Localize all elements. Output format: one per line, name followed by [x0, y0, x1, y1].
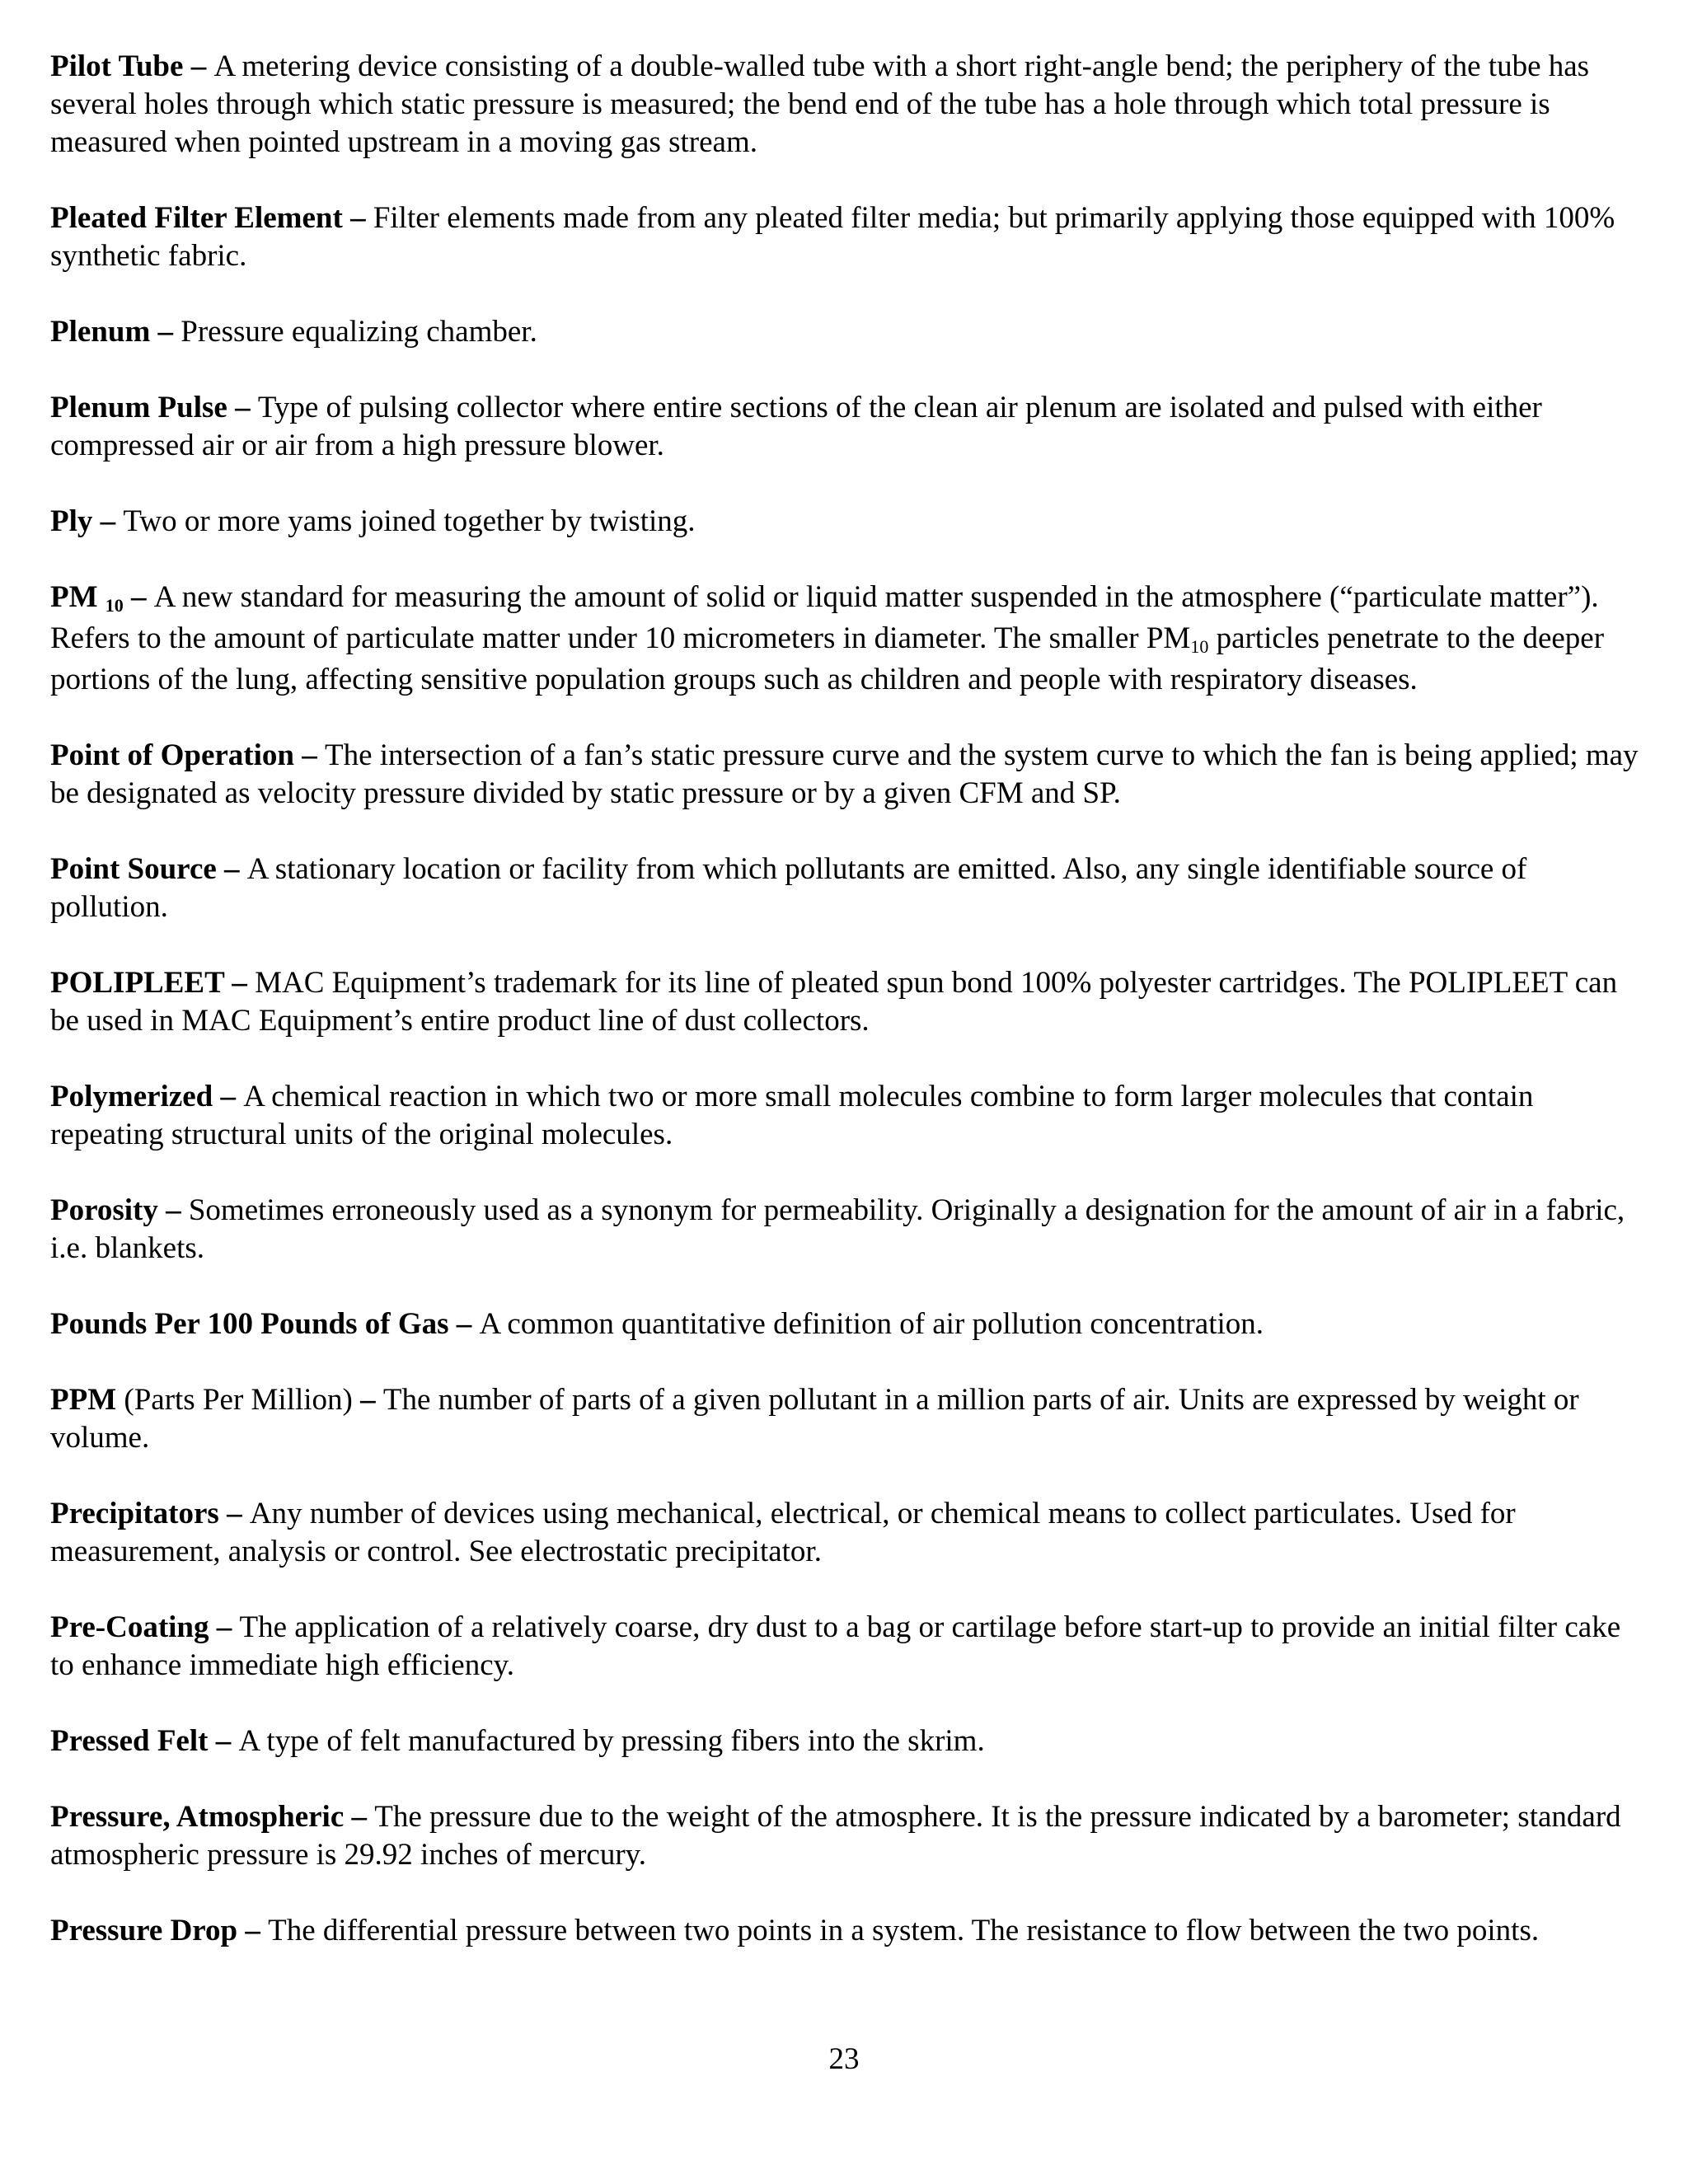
glossary-entry-precipitators: [50, 1495, 1649, 1571]
glossary-term: Pressed Felt –: [50, 1724, 239, 1758]
term-subscript: 10: [105, 595, 124, 616]
glossary-term: Polymerized –: [50, 1080, 244, 1113]
glossary-entry-polymerized: [50, 1078, 1649, 1154]
glossary-term: Pre-Coating –: [50, 1610, 240, 1644]
glossary-term: Precipitators –: [50, 1497, 250, 1530]
glossary-definition: A chemical reaction in which two or more small molecules combine to form larger molecules that contain repeating structural units of the original molecules.: [50, 1080, 1534, 1151]
glossary-term: Point of Operation –: [50, 738, 325, 772]
glossary-definition: Sometimes erroneously used as a synonym for permeability. Originally a designation for the amount of air in a fabric, i.e. blankets.: [50, 1193, 1625, 1265]
glossary-entry-plenum: [50, 313, 1649, 351]
glossary-entry-point-source: [50, 851, 1649, 926]
glossary-definition: A metering device consisting of a double-walled tube with a short right-angle bend; the periphery of the tube has several holes through which static pressure is measured; the bend end of the tube has a hole through which total pressure is measured when pointed upstream in a moving gas stream.: [50, 49, 1590, 159]
term-note: (Parts Per Million): [116, 1383, 353, 1417]
glossary-term: Pilot Tube –: [50, 49, 214, 83]
glossary-definition: The differential pressure between two points in a system. The resistance to flow between the two points.: [268, 1914, 1540, 1947]
page-number: 23: [828, 2042, 860, 2076]
glossary-term: Pounds Per 100 Pounds of Gas –: [50, 1307, 480, 1341]
glossary-definition: A common quantitative definition of air pollution concentration.: [479, 1307, 1264, 1341]
glossary-entry-pounds-per-100-pounds-of-gas: [50, 1305, 1649, 1343]
glossary-definition: Type of pulsing collector where entire sections of the clean air plenum are isolated and pulsed with either compressed air or air from a high pressure blower.: [50, 391, 1542, 462]
glossary-definition: Two or more yams joined together by twisting.: [123, 504, 696, 538]
glossary-entry-pressed-felt: [50, 1722, 1649, 1760]
glossary-entry-polipleet: [50, 964, 1649, 1040]
glossary-term: PPM: [50, 1383, 117, 1417]
glossary-definition: A stationary location or facility from which pollutants are emitted. Also, any single identifiable source of pollution.: [50, 852, 1527, 924]
glossary-definition: The number of parts of a given pollutant in a million parts of air. Units are expressed by weight or volume.: [50, 1383, 1579, 1455]
glossary-term: PM 10 –: [50, 580, 154, 616]
glossary-definition: Filter elements made from any pleated filter media; but primarily applying those equipped with 100% synthetic fabric.: [50, 201, 1615, 273]
glossary-term: Pressure, Atmospheric –: [50, 1800, 375, 1834]
glossary-term: Point Source –: [50, 852, 247, 886]
glossary-definition: The application of a relatively coarse, dry dust to a bag or cartilage before start-up to provide an initial filter cake to enhance immediate high efficiency.: [50, 1610, 1621, 1682]
glossary-definition: Pressure equalizing chamber.: [181, 315, 537, 349]
glossary-definition: The intersection of a fan’s static pressure curve and the system curve to which the fan is being applied; may be designated as velocity pressure divided by static pressure or by a given CFM and SP.: [50, 738, 1639, 810]
glossary-term: Ply –: [50, 504, 124, 538]
glossary-entry-ppm: [50, 1381, 1649, 1457]
glossary-entry-porosity: [50, 1192, 1649, 1268]
glossary-term: Pleated Filter Element –: [50, 201, 373, 235]
glossary-term: Porosity –: [50, 1193, 189, 1227]
glossary-entry-pressure-atmospheric: [50, 1798, 1649, 1874]
glossary-term: POLIPLEET –: [50, 966, 256, 1000]
glossary-term: Plenum Pulse –: [50, 391, 258, 424]
glossary-entry-pilot-tube: [50, 48, 1649, 162]
term-dash: –: [352, 1383, 383, 1417]
glossary-entry-ply: [50, 503, 1649, 541]
glossary-definition: The pressure due to the weight of the atmosphere. It is the pressure indicated by a barometer; standard atmospheric pressure is 29.92 inches of mercury.: [50, 1800, 1621, 1872]
glossary-page: [50, 48, 1649, 1988]
glossary-definition: A new standard for measuring the amount of solid or liquid matter suspended in the atmosphere (“particulate matter”). Refers to the amount of particulate matter under 10 micrometers in diameter. The smaller PM10 particles penetrate to the deeper portions of the lung, affecting sensitive population groups such as children and people with respiratory diseases.: [50, 580, 1605, 696]
glossary-entry-point-of-operation: [50, 737, 1649, 813]
glossary-definition: Any number of devices using mechanical, electrical, or chemical means to collect particulates. Used for measurement, analysis or control. See electrostatic precipitator.: [50, 1497, 1516, 1568]
glossary-definition: MAC Equipment’s trademark for its line of pleated spun bond 100% polyester cartridges. The POLIPLEET can be used in MAC Equipment’s entire product line of dust collectors.: [50, 966, 1618, 1038]
definition-subscript: 10: [1190, 636, 1209, 657]
glossary-definition: A type of felt manufactured by pressing fibers into the skrim.: [238, 1724, 985, 1758]
glossary-entry-plenum-pulse: [50, 389, 1649, 465]
glossary-entry-pre-coating: [50, 1609, 1649, 1685]
glossary-term: Pressure Drop –: [50, 1914, 269, 1947]
glossary-term: Plenum –: [50, 315, 181, 349]
glossary-entry-pressure-drop: [50, 1912, 1649, 1950]
glossary-entry-pleated-filter-element: [50, 199, 1649, 275]
glossary-entry-pm10: [50, 579, 1649, 699]
